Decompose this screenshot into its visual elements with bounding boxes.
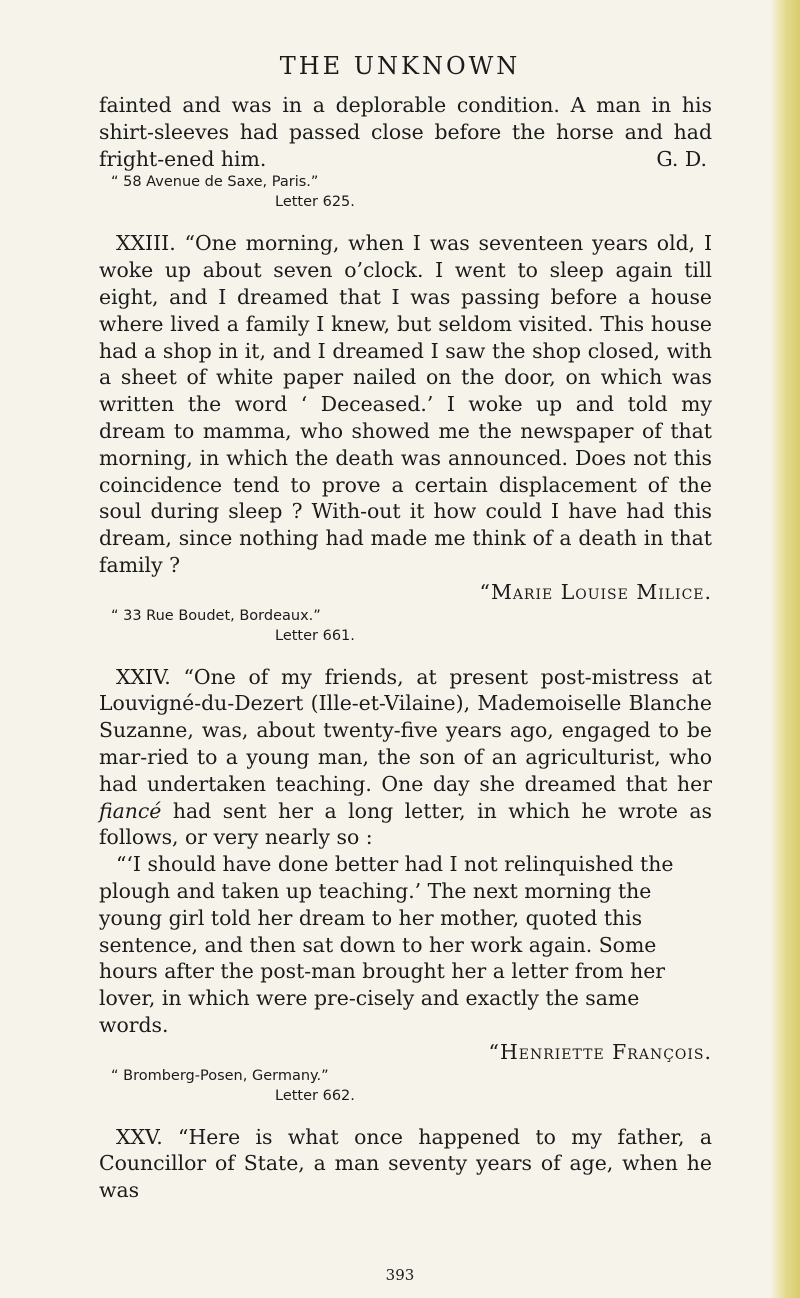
spacer xyxy=(99,1106,712,1124)
spacer xyxy=(99,646,712,664)
case-23-paragraph xyxy=(99,230,712,578)
case-24-text-before: “One of my friends, at present post-mistress at Louvigné-du-Dezert (Ille-et-Vilaine), Mademoiselle Blanche Suzanne, was, about twenty-five years ago, engaged to be mar-ried to a young man, the son of an agriculturist, who had undertaken teaching. One day she dreamed that her xyxy=(99,664,713,796)
case-24-letter-number: Letter 662. xyxy=(275,1087,355,1104)
case-24-address: “ Bromberg-Posen, Germany.” xyxy=(111,1067,329,1084)
opening-address: “ 58 Avenue de Saxe, Paris.” xyxy=(111,174,319,191)
opening-paragraph xyxy=(99,92,712,172)
case-23-signature: “Marie Louise Milice. xyxy=(479,579,712,604)
case-25-paragraph xyxy=(99,1124,712,1204)
case-24-paragraph xyxy=(99,664,712,852)
case-25-text: “Here is what once happened to my father, a Councillor of State, a man seventy years of age, when he was xyxy=(99,1124,713,1203)
case-23-address: “ 33 Rue Boudet, Bordeaux.” xyxy=(111,607,321,624)
case-23-letter-number: Letter 661. xyxy=(275,627,355,644)
case-24-italic-word: fiancé xyxy=(99,798,162,823)
spacer xyxy=(99,212,712,230)
case-24-signature: “Henriette François. xyxy=(488,1039,712,1064)
opening-initials: G. D. xyxy=(656,146,707,171)
case-23-numeral: XXIII. xyxy=(116,231,176,256)
opening-letter-number: Letter 625. xyxy=(275,194,355,211)
page-number: 393 xyxy=(385,1266,415,1284)
body-text xyxy=(99,92,712,1204)
case-23-text: “One morning, when I was seventeen years old, I woke up about seven o’clock. I went to sleep again till eight, and I dreamed that I was passing before a house where lived a family I knew, but seldom visited. This house had a shop in it, and I dreamed I saw the shop closed, with a sheet of white paper nailed on the door, on which was written the word ‘ Deceased.’ I woke up and told my dream to mamma, who showed me the newspaper of that morning, in which the death was announced. Does not this coincidence tend to prove a certain displacement of the soul during sleep ? With-out it how could I have had this dream, since nothing had made me think of a death in that family ? xyxy=(99,231,713,577)
case-24-text-after: had sent her a long letter, in which he wrote as follows, or very nearly so : xyxy=(99,798,712,850)
running-head: THE UNKNOWN xyxy=(279,52,521,80)
case-24-numeral: XXIV. xyxy=(116,664,171,689)
page-edge xyxy=(770,0,800,1298)
case-24-quote: “‘I should have done better had I not relinquished the plough and taken up teaching.’ The next morning the young girl told her dream to her mother, quoted this sentence, and then sat down to her work again. Some hours after the post-man brought her a letter from her lover, in which were pre-cisely and exactly the same words. xyxy=(99,852,674,1037)
opening-text: fainted and was in a deplorable condition. A man in his shirt-sleeves had passed close before the horse and had fright-ened him. xyxy=(99,93,712,171)
case-25-numeral: XXV. xyxy=(116,1124,163,1149)
